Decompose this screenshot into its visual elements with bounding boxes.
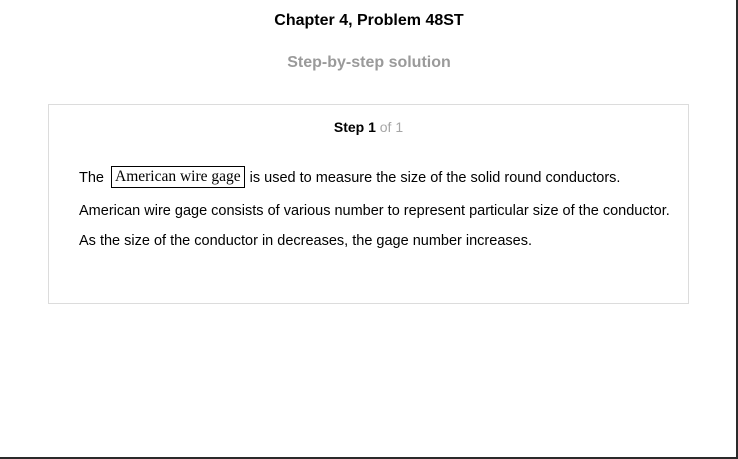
step-card — [48, 104, 689, 304]
boxed-answer: American wire gage — [111, 166, 245, 188]
solution-line-3: As the size of the conductor in decreases, the gage number increases. — [79, 233, 532, 249]
solution-line-1 — [79, 167, 620, 189]
line1-suffix: is used to measure the size of the solid round conductors. — [249, 169, 621, 186]
step-header — [49, 119, 688, 135]
line1-prefix: The — [79, 169, 104, 186]
step-of-count: of 1 — [379, 119, 404, 135]
step-label: Step 1 — [333, 119, 376, 135]
solution-line-2: American wire gage consists of various number to represent particular size of the conductor. — [79, 203, 670, 219]
solution-subtitle: Step-by-step solution — [287, 54, 451, 71]
chapter-title: Chapter 4, Problem 48ST — [274, 12, 464, 29]
